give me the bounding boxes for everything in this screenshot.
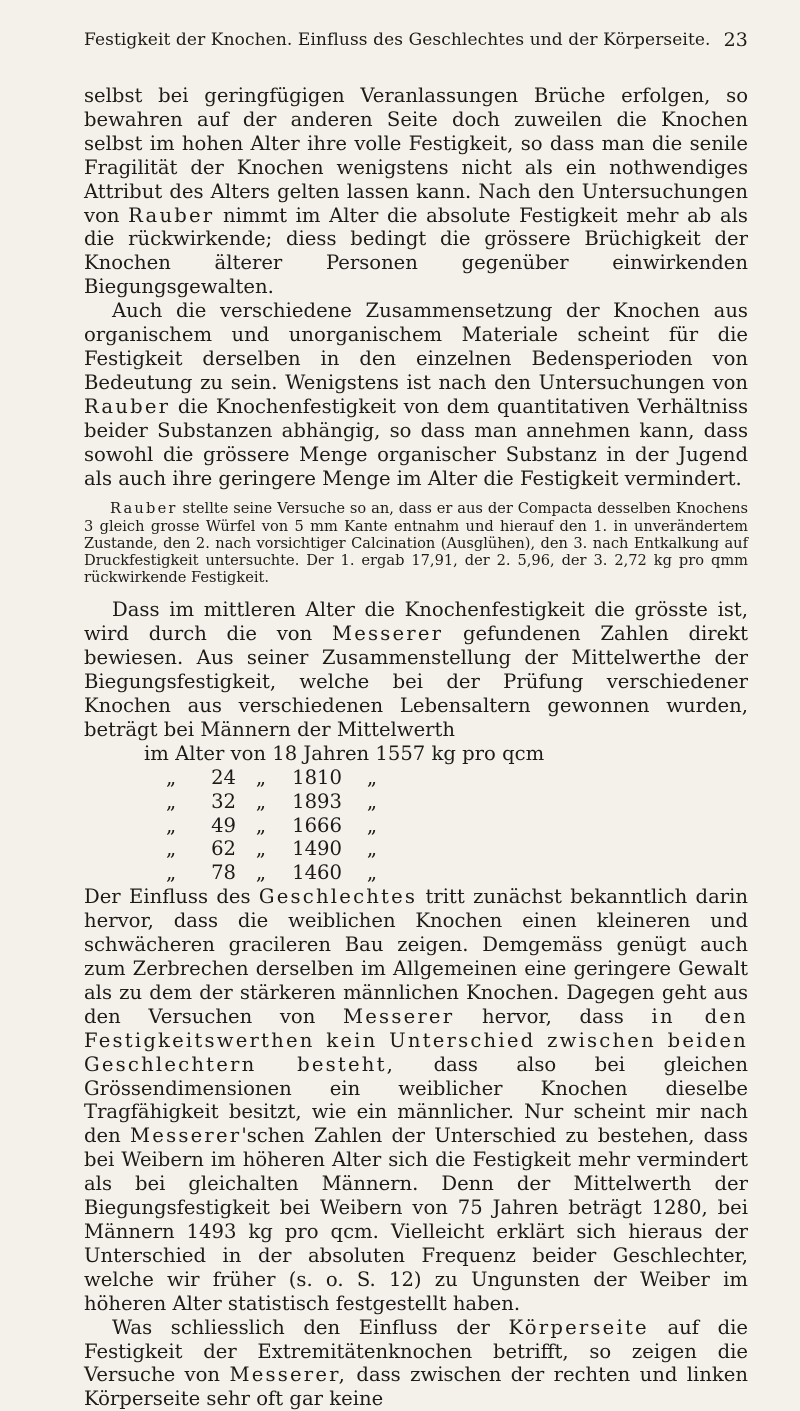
table-row: „ 62 „ 1490 „ — [166, 837, 378, 861]
emphasis-text: in den Festigkeitswerthen kein Unterschied zwischen beiden Geschlechtern besteht, — [84, 1004, 748, 1076]
author-name: Messerer, — [229, 1363, 348, 1387]
emphasis-text: Körperseite — [508, 1315, 649, 1339]
table-row: „ 24 „ 1810 „ — [166, 765, 378, 789]
author-name: Rauber — [110, 500, 178, 518]
values-table — [166, 766, 402, 886]
table-first-line: im Alter von 18 Jahren 1557 kg pro qcm — [144, 741, 545, 765]
paragraph-2: Auch die verschiedene Zusammensetzung der Knochen aus organischem und unorganischem Materiale scheint für die Festigkeit derselben in den einzelnen Bedensperioden von Bedeutung zu sein. Wenigstens ist nach den Untersuchungen von Rauber die Knochenfestigkeit von dem quantitativen Verhältniss beider Substanzen abhängig, so dass man annehmen kann, dass sowohl die grössere Menge organischer Substanz in der Jugend als auch ihre geringere Menge im Alter die Festigkeit vermindert. — [84, 299, 749, 490]
author-name: Rauber — [128, 203, 215, 227]
author-name: Messerer — [331, 622, 444, 646]
author-name: Messerer — [343, 1004, 455, 1028]
running-header — [84, 28, 748, 52]
paragraph-4: Der Einfluss des Geschlechtes tritt zunächst bekanntlich darin hervor, dass die weiblichen Knochen einen kleineren und schwächeren gracileren Bau zeigen. Demgemäss genügt auch zum Zerbrechen derselben im Allgemeinen eine geringere Gewalt als zu dem der stärkeren männlichen Knochen. Dagegen geht aus den Versuchen von Messerer hervor, dass in den Festigkeitswerthen kein Unterschied zwischen beiden Geschlechtern besteht, dass also bei gleichen Grössendimensionen ein weiblicher Knochen dieselbe Tragfähigkeit besitzt, wie ein männlicher. Nur scheint mir nach den Messerer'schen Zahlen der Unterschied zu bestehen, dass bei Weibern im höheren Alter sich die Festigkeit mehr vermindert als bei gleichalten Männern. Denn der Mittelwerth der Biegungsfestigkeit bei Weibern von 75 Jahren beträgt 1280, bei Männern 1493 kg pro qcm. Vielleicht erklärt sich hieraus der Unterschied in der absoluten Frequenz beider Geschlechter, welche wir früher (s. o. S. 12) zu Ungunsten der Weiber im höheren Alter statistisch festgestellt haben. — [84, 885, 749, 1315]
paragraph-5: Was schliesslich den Einfluss der Körperseite auf die Festigkeit der Extremitätenknochen betrifft, so zeigen die Versuche von Messerer, dass zwischen der rechten und linken Körperseite sehr oft gar keine — [84, 1315, 749, 1411]
table-row: „ 49 „ 1666 „ — [166, 813, 378, 837]
text-body — [84, 84, 748, 1411]
table-row: „ 78 „ 1460 „ — [166, 861, 378, 885]
author-name: Messerer — [130, 1124, 242, 1148]
emphasis-text: Geschlechtes — [258, 885, 418, 909]
page-number: 23 — [723, 29, 748, 51]
footnote-block: Rauber stellte seine Versuche so an, dass er aus der Compacta desselben Knochens 3 gleich grosse Würfel von 5 mm Kante entnahm und hierauf den 1. in unverändertem Zustande, den 2. nach vorsichtiger Calcination (Ausglühen), den 3. nach Entkalkung auf Druckfestigkeit untersuchte. Der 1. ergab 17,91, der 2. 5,96, der 3. 2,72 kg pro qmm rückwirkende Festigkeit. — [84, 500, 749, 587]
paragraph-3: Dass im mittleren Alter die Knochenfestigkeit die grösste ist, wird durch die von Messerer gefundenen Zahlen direkt bewiesen. Aus seiner Zusammenstellung der Mittelwerthe der Biegungsfestigkeit, welche bei der Prüfung verschiedener Knochen aus verschiedenen Lebensaltern gewonnen wurden, beträgt bei Männern der Mittelwerth — [84, 598, 748, 741]
paragraph-1: selbst bei geringfügigen Veranlassungen Brüche erfolgen, so bewahren auf der anderen Seite doch zuweilen die Knochen selbst im hohen Alter ihre volle Festigkeit, so dass man die senile Fragilität der Knochen wenigstens nicht als ein nothwendiges Attribut des Alters gelten lassen kann. Nach den Untersuchungen von Rauber nimmt im Alter die absolute Festigkeit mehr ab als die rückwirkende; diess bedingt die grössere Brüchigkeit der Knochen älterer Personen gegenüber einwirkenden Biegungsgewalten. — [84, 84, 748, 299]
author-name: Rauber — [84, 394, 171, 418]
table-row: „ 32 „ 1893 „ — [166, 789, 378, 813]
header-title: Festigkeit der Knochen. Einfluss des Geschlechtes und der Körperseite. — [84, 30, 711, 50]
